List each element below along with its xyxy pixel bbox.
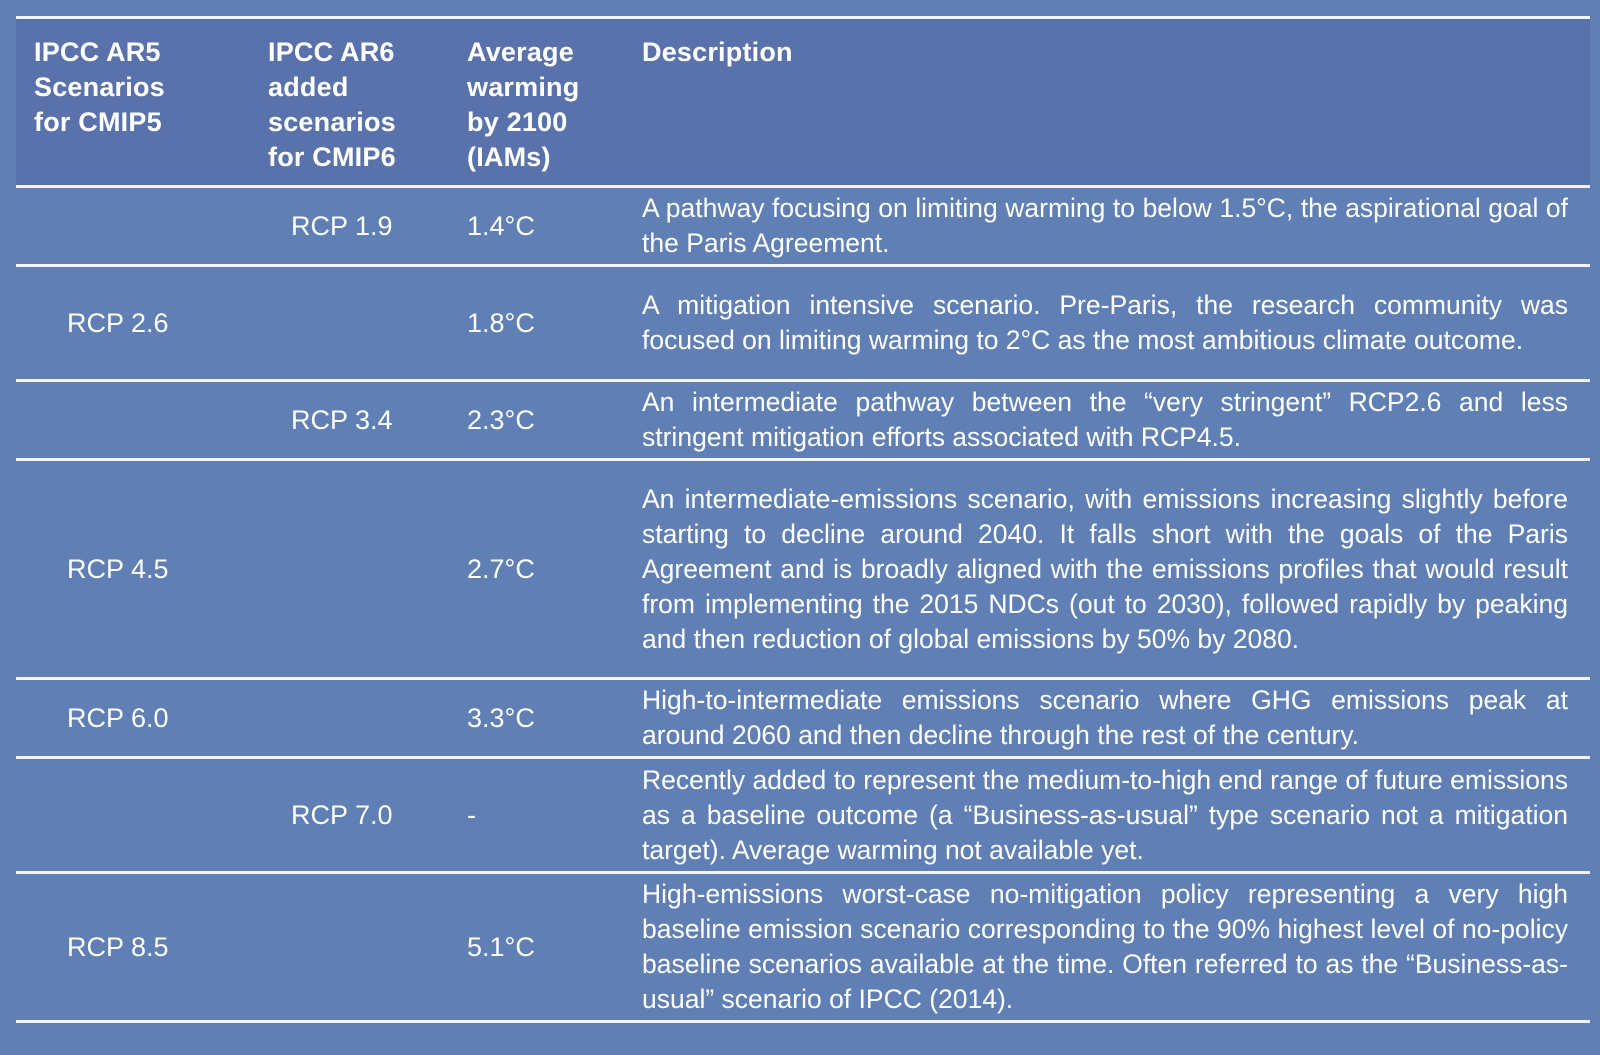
cell-warming: 5.1°C bbox=[467, 931, 535, 962]
cell-description: A mitigation intensive scenario. Pre-Paris, the research community was focused on limiting warming to 2°C as the most ambitious climate outcome. bbox=[642, 290, 1568, 355]
cell-warming: 3.3°C bbox=[467, 702, 535, 733]
cell-warming: 1.4°C bbox=[467, 210, 535, 241]
cell-description: Recently added to represent the medium-to-high end range of future emissions as a baseline outcome (a “Business-as-usual” type scenario not a mitigation target). Average warming not available yet. bbox=[642, 764, 1568, 865]
cell-ar5: RCP 2.6 bbox=[67, 307, 169, 338]
header-ar6: IPCC AR6 added scenarios for CMIP6 bbox=[268, 37, 396, 172]
header-ar5: IPCC AR5 Scenarios for CMIP5 bbox=[34, 37, 165, 137]
header-warming: Average warming by 2100 (IAMs) bbox=[467, 37, 580, 172]
scenario-table bbox=[16, 16, 1590, 1023]
table-header bbox=[16, 19, 1590, 185]
table-row bbox=[16, 382, 1590, 458]
cell-description: High-to-intermediate emissions scenario where GHG emissions peak at around 2060 and then decline through the rest of the century. bbox=[642, 685, 1568, 750]
header-description: Description bbox=[642, 37, 793, 67]
cell-description: An intermediate pathway between the “very stringent” RCP2.6 and less stringent mitigation efforts associated with RCP4.5. bbox=[642, 387, 1568, 452]
cell-warming: 2.3°C bbox=[467, 404, 535, 435]
table-row bbox=[16, 267, 1590, 379]
cell-ar5: RCP 6.0 bbox=[67, 702, 169, 733]
cell-warming: - bbox=[467, 799, 476, 830]
cell-ar6: RCP 1.9 bbox=[291, 210, 393, 241]
table-row bbox=[16, 759, 1590, 871]
cell-ar6: RCP 7.0 bbox=[291, 799, 393, 830]
cell-ar5: RCP 4.5 bbox=[67, 553, 169, 584]
cell-warming: 1.8°C bbox=[467, 307, 535, 338]
table-row bbox=[16, 874, 1590, 1020]
cell-warming: 2.7°C bbox=[467, 553, 535, 584]
cell-description: An intermediate-emissions scenario, with emissions increasing slightly before starting to decline around 2040. It falls short with the goals of the Paris Agreement and is broadly aligned with the emissions profiles that would result from implementing the 2015 NDCs (out to 2030), followed rapidly by peaking and then reduction of global emissions by 50% by 2080. bbox=[642, 483, 1568, 654]
table-row bbox=[16, 461, 1590, 677]
table-row bbox=[16, 188, 1590, 264]
cell-description: High-emissions worst-case no-mitigation policy representing a very high baseline emission scenario corresponding to the 90% highest level of no-policy baseline scenarios available at the time. Often referred to as the “Business-as-usual” scenario of IPCC (2014). bbox=[642, 879, 1568, 1014]
table-row bbox=[16, 680, 1590, 756]
table-rule bbox=[16, 1020, 1590, 1023]
cell-description: A pathway focusing on limiting warming to below 1.5°C, the aspirational goal of the Paris Agreement. bbox=[642, 193, 1568, 258]
cell-ar6: RCP 3.4 bbox=[291, 404, 393, 435]
cell-ar5: RCP 8.5 bbox=[67, 931, 169, 962]
